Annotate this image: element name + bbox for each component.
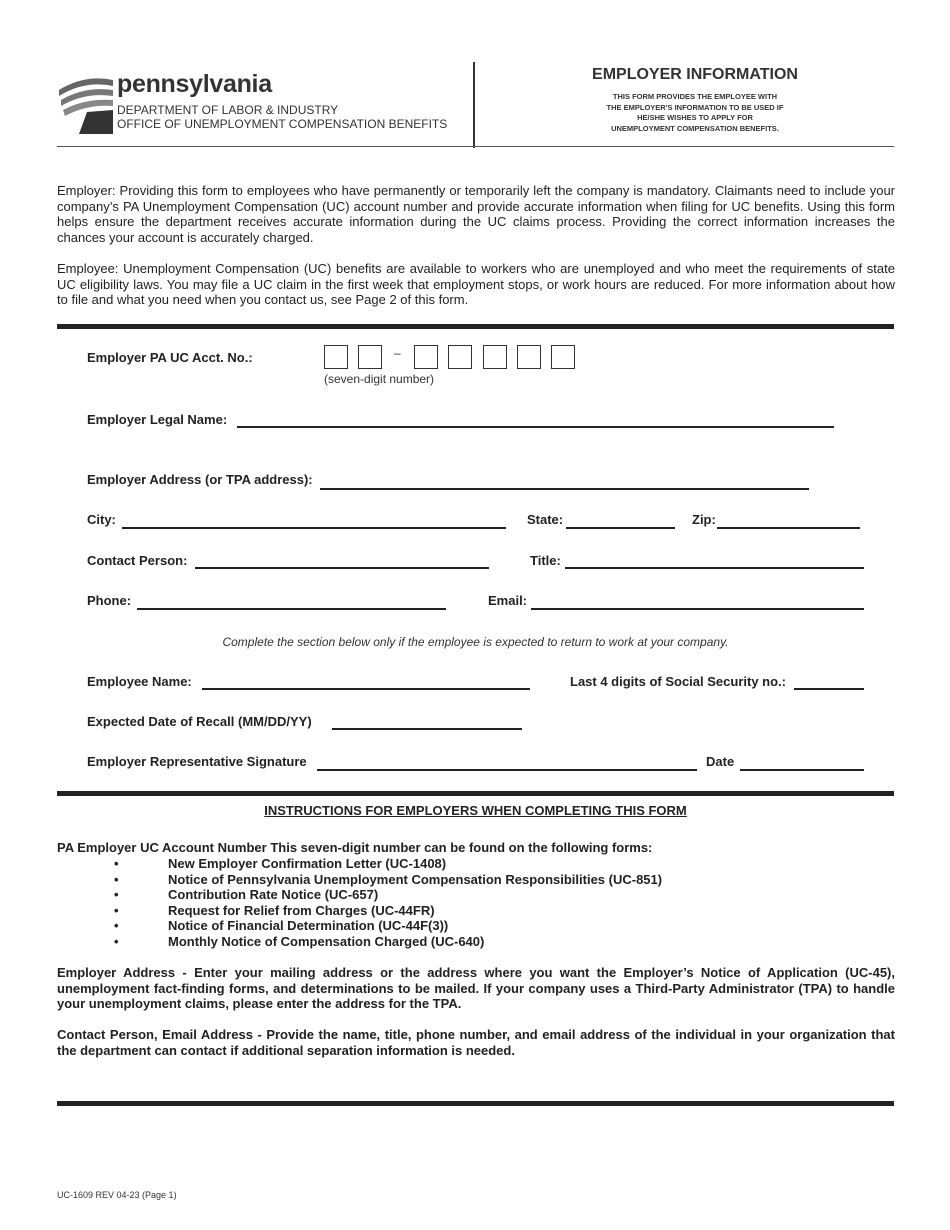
- bullet: •: [114, 856, 119, 871]
- uc-forms-list: [57, 856, 757, 949]
- phone-field[interactable]: [137, 608, 446, 610]
- contact-label: Contact Person:: [87, 553, 188, 568]
- instructions-title: INSTRUCTIONS FOR EMPLOYERS WHEN COMPLETING THIS FORM: [264, 803, 687, 818]
- bullet: •: [114, 933, 119, 949]
- city-field[interactable]: [122, 527, 506, 529]
- acct-dash: –: [394, 346, 401, 360]
- contact-field[interactable]: [195, 567, 489, 569]
- subtitle-line: HE/SHE WISHES TO APPLY FOR: [637, 113, 753, 122]
- acct-hint: (seven-digit number): [324, 372, 435, 386]
- list-item: [57, 872, 757, 888]
- acct-digit-box[interactable]: [483, 345, 507, 369]
- acct-digit-box[interactable]: [517, 345, 541, 369]
- section-divider-bottom: [57, 1101, 894, 1106]
- acct-instructions-intro: PA Employer UC Account Number This seven-digit number can be found on the following forms:: [57, 840, 653, 855]
- list-item: [57, 934, 757, 950]
- title-label: Title:: [530, 553, 561, 568]
- address-field[interactable]: [320, 488, 809, 490]
- bullet: •: [114, 871, 119, 887]
- date-field[interactable]: [740, 769, 864, 771]
- form-subtitle: [545, 92, 845, 134]
- brand-name: pennsylvania: [117, 70, 272, 98]
- bullet: •: [114, 902, 119, 918]
- acct-digit-box[interactable]: [551, 345, 575, 369]
- address-label: Employer Address (or TPA address):: [87, 472, 313, 487]
- state-field[interactable]: [566, 527, 675, 529]
- bullet: •: [114, 887, 119, 902]
- header-divider: [473, 62, 475, 148]
- acct-digit-box[interactable]: [414, 345, 438, 369]
- state-label: State:: [527, 512, 564, 527]
- department-name: [117, 103, 447, 131]
- zip-label: Zip:: [692, 512, 716, 527]
- dept-line-2: OFFICE OF UNEMPLOYMENT COMPENSATION BENEFITS: [117, 117, 448, 131]
- ssn-label: Last 4 digits of Social Security no.:: [570, 674, 786, 689]
- bullet: •: [114, 918, 119, 933]
- legal-name-field[interactable]: [237, 426, 834, 428]
- contact-instructions: Contact Person, Email Address - Provide the name, title, phone number, and email address of the individual in your organization that the department can contact if additional separation information is needed.: [57, 1027, 895, 1058]
- email-label: Email:: [488, 593, 528, 608]
- employee-name-label: Employee Name:: [87, 674, 192, 689]
- list-item-text: Monthly Notice of Compensation Charged (UC-640): [168, 933, 485, 949]
- list-item: [57, 903, 757, 919]
- list-item-text: Request for Relief from Charges (UC-44FR): [168, 902, 435, 918]
- list-item: [57, 887, 757, 903]
- employee-name-field[interactable]: [202, 688, 530, 690]
- list-item: [57, 856, 757, 872]
- section-divider-top: [57, 324, 894, 329]
- acct-digit-box[interactable]: [324, 345, 348, 369]
- employer-intro: Employer: Providing this form to employees who have permanently or temporarily left the company is mandatory. Claimants need to include your company’s PA Unemployment Compensation (UC) account number and provide accurate information when filing for UC benefits. Using this form helps ensure the department receives accurate information during the UC claims process. Providing the correct information increases the chances your account is accurately charged.: [57, 183, 895, 245]
- list-item-text: Contribution Rate Notice (UC-657): [168, 887, 379, 902]
- acct-label: Employer PA UC Acct. No.:: [87, 350, 253, 365]
- phone-label: Phone:: [87, 593, 132, 608]
- subtitle-line: THE EMPLOYER'S INFORMATION TO BE USED IF: [606, 102, 784, 112]
- dept-line-1: DEPARTMENT OF LABOR & INDUSTRY: [117, 103, 339, 117]
- legal-name-label: Employer Legal Name:: [87, 412, 228, 427]
- acct-digit-box[interactable]: [358, 345, 382, 369]
- address-instructions: Employer Address - Enter your mailing address or the address where you want the Employer’s Notice of Application (UC-45), unemployment fact-finding forms, and determinations to be mailed. If your company uses a Third-Party Administrator (TPA) to handle your unemployment claims, please enter the address for the TPA.: [57, 965, 895, 1011]
- employee-intro: Employee: Unemployment Compensation (UC) benefits are available to workers who are unemployed and who meet the requirements of state UC eligibility laws. You may file a UC claim in the first week that employment stops, or work hours are reduced. For more information about how to file and what you need when you contact us, see Page 2 of this form.: [57, 261, 895, 307]
- ssn-field[interactable]: [794, 688, 864, 690]
- list-item-text: Notice of Financial Determination (UC-44F(3)): [168, 918, 449, 933]
- signature-label: Employer Representative Signature: [87, 754, 307, 769]
- zip-field[interactable]: [717, 527, 860, 529]
- pennsylvania-keystone-logo-icon: [57, 72, 115, 134]
- section-divider-middle: [57, 791, 894, 796]
- list-item-text: New Employer Confirmation Letter (UC-1408): [168, 856, 447, 871]
- subtitle-line: THIS FORM PROVIDES THE EMPLOYEE WITH: [612, 92, 778, 101]
- list-item: [57, 918, 757, 934]
- header-rule: [57, 146, 894, 147]
- signature-field[interactable]: [317, 769, 697, 771]
- city-label: City:: [87, 512, 116, 527]
- form-title: EMPLOYER INFORMATION: [592, 66, 798, 83]
- date-label: Date: [706, 754, 735, 769]
- return-note: Complete the section below only if the employee is expected to return to work at your company.: [222, 635, 729, 649]
- subtitle-line: UNEMPLOYMENT COMPENSATION BENEFITS.: [611, 123, 779, 133]
- recall-label: Expected Date of Recall (MM/DD/YY): [87, 714, 312, 729]
- list-item-text: Notice of Pennsylvania Unemployment Compensation Responsibilities (UC-851): [168, 871, 663, 887]
- email-field[interactable]: [531, 608, 864, 610]
- recall-date-field[interactable]: [332, 728, 522, 730]
- title-field[interactable]: [565, 567, 864, 569]
- form-id: UC-1609 REV 04-23 (Page 1): [57, 1190, 177, 1200]
- acct-digit-box[interactable]: [448, 345, 472, 369]
